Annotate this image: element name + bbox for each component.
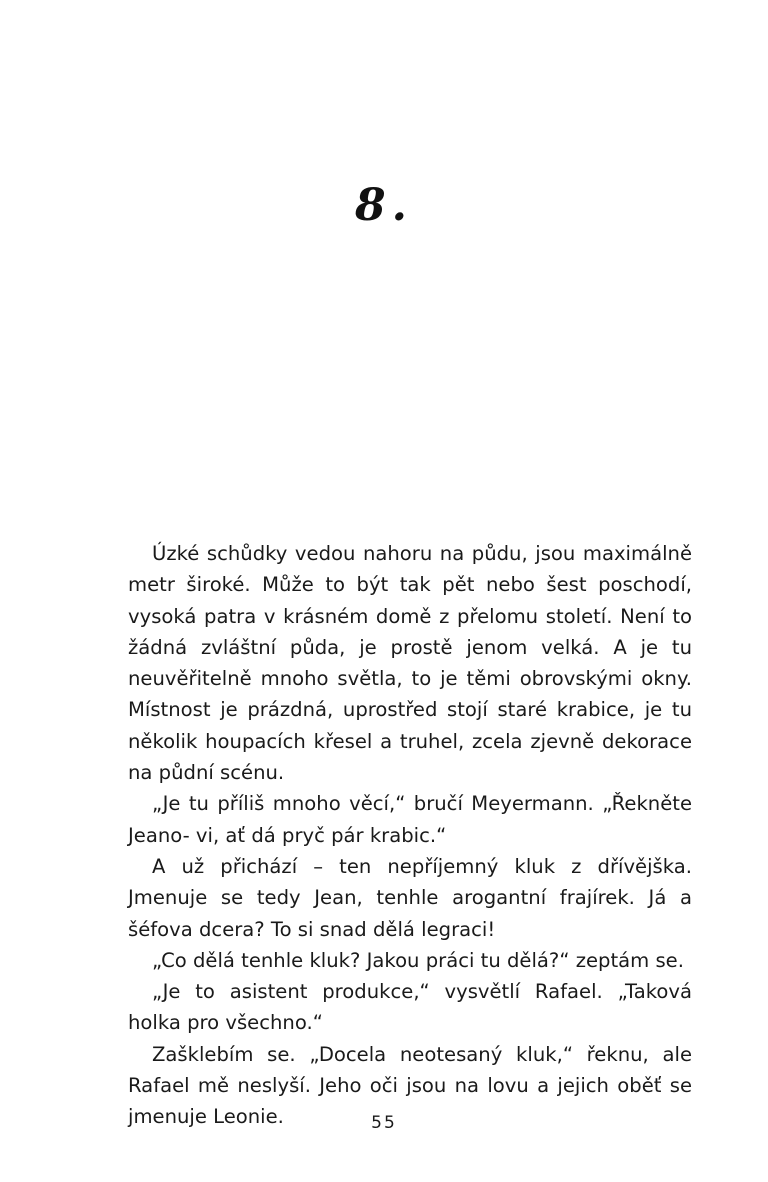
paragraph-continuation: neslyší. Jeho oči jsou na lovu a jejich oběť se jmenuje Leonie. <box>128 1074 692 1129</box>
paragraph-first-line: Úzké schůdky vedou nahoru na půdu, jsou maximálně metr <box>128 542 692 597</box>
page-number: 55 <box>371 1113 397 1133</box>
paragraph-continuation: všechno.“ <box>225 1011 323 1035</box>
paragraph-first-line: Zašklebím se. „Docela neotesaný kluk,“ řeknu, ale Rafael mě <box>128 1042 692 1098</box>
paragraph <box>128 788 692 851</box>
chapter-body-text <box>128 538 692 1133</box>
paragraph-first-line: „Je tu příliš mnoho věcí,“ bručí Meyermann. „Řekněte Jeano- <box>128 792 692 847</box>
paragraph-continuation: tedy Jean, tenhle arogantní frajírek. Já a šéfova dcera? To si snad dělá legraci! <box>128 886 692 941</box>
paragraph <box>128 538 692 788</box>
paragraph <box>128 851 692 945</box>
chapter-number: 8. <box>355 180 413 231</box>
paragraph-first-line: A už přichází – ten nepříjemný kluk z dřívějška. Jmenuje se <box>128 854 692 910</box>
paragraph-continuation: široké. Může to být tak pět nebo šest poschodí, vysoká patra v krásném domě z přelomu století. Není to žádná zvláštní půda, je prostě jenom velká. A je tu neuvěřitelně mnoho světla, to je těmi obrovskými okny. Místnost je prázdná, uprostřed stojí staré krabice, je tu několik houpacích křesel a truhel, zcela zjevně dekorace na půdní scénu. <box>128 573 692 785</box>
paragraph-first-line: „Co dělá tenhle kluk? Jakou práci tu dělá?“ zeptám se. <box>152 948 684 972</box>
paragraph-first-line: „Je to asistent produkce,“ vysvětlí Rafael. „Taková holka pro <box>128 980 692 1035</box>
paragraph <box>128 945 692 976</box>
paragraph <box>128 976 692 1039</box>
paragraph-continuation: vi, ať dá pryč pár krabic.“ <box>195 823 447 847</box>
